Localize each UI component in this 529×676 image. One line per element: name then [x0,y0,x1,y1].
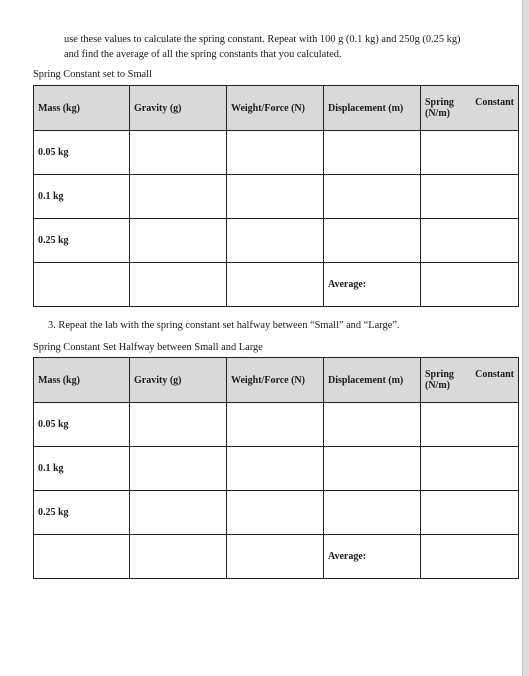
empty-cell [34,263,130,307]
section1-caption: Spring Constant set to Small [33,69,152,80]
displacement-cell[interactable] [324,219,421,263]
gravity-cell[interactable] [130,447,227,491]
gravity-cell[interactable] [130,175,227,219]
table-row [34,491,519,535]
intro-text [64,32,514,62]
table-row [34,131,519,175]
displacement-cell[interactable] [324,131,421,175]
table-row [34,447,519,491]
table-header-row [34,358,519,403]
header-weight: Weight/Force (N) [227,358,324,403]
mass-cell: 0.05 kg [34,131,130,175]
header-displacement: Displacement (m) [324,86,421,131]
average-cell[interactable] [421,535,519,579]
header-constant-word: Constant [475,97,514,108]
mass-cell: 0.25 kg [34,491,130,535]
spring-constant-cell[interactable] [421,403,519,447]
average-cell[interactable] [421,263,519,307]
header-spring-word: Spring [425,369,454,380]
table-row-average [34,535,519,579]
header-displacement: Displacement (m) [324,358,421,403]
spring-constant-cell[interactable] [421,131,519,175]
weight-cell[interactable] [227,447,324,491]
section1-table [33,85,519,307]
intro-line-2: and find the average of all the spring constants that you calculated. [64,49,342,60]
displacement-cell[interactable] [324,403,421,447]
intro-line-1: use these values to calculate the spring constant. Repeat with 100 g (0.1 kg) and 250g (0.25 kg) [64,34,461,45]
average-label: Average: [324,535,421,579]
header-spring-unit: (N/m) [425,108,450,119]
gravity-cell[interactable] [130,219,227,263]
table-row-average [34,263,519,307]
section2-caption: Spring Constant Set Halfway between Small and Large [33,342,263,353]
header-spring-constant [421,358,519,403]
weight-cell[interactable] [227,219,324,263]
spring-constant-cell[interactable] [421,491,519,535]
weight-cell[interactable] [227,403,324,447]
displacement-cell[interactable] [324,491,421,535]
header-constant-word: Constant [475,369,514,380]
header-weight: Weight/Force (N) [227,86,324,131]
page-edge [522,0,529,676]
gravity-cell[interactable] [130,131,227,175]
header-gravity: Gravity (g) [130,358,227,403]
spring-constant-cell[interactable] [421,447,519,491]
empty-cell [34,535,130,579]
mass-cell: 0.1 kg [34,447,130,491]
average-label: Average: [324,263,421,307]
displacement-cell[interactable] [324,175,421,219]
mass-cell: 0.25 kg [34,219,130,263]
step-3-text: 3. Repeat the lab with the spring constant set halfway between “Small” and “Large”. [48,320,400,331]
weight-cell[interactable] [227,131,324,175]
header-spring-constant [421,86,519,131]
table-header-row [34,86,519,131]
mass-cell: 0.1 kg [34,175,130,219]
displacement-cell[interactable] [324,447,421,491]
gravity-cell[interactable] [130,403,227,447]
header-spring-unit: (N/m) [425,380,450,391]
header-spring-word: Spring [425,97,454,108]
spring-constant-cell[interactable] [421,175,519,219]
empty-cell [130,263,227,307]
mass-cell: 0.05 kg [34,403,130,447]
empty-cell [227,263,324,307]
table-row [34,219,519,263]
empty-cell [227,535,324,579]
section2-table [33,357,519,579]
header-gravity: Gravity (g) [130,86,227,131]
table-row [34,175,519,219]
weight-cell[interactable] [227,491,324,535]
gravity-cell[interactable] [130,491,227,535]
spring-constant-cell[interactable] [421,219,519,263]
weight-cell[interactable] [227,175,324,219]
header-mass: Mass (kg) [34,86,130,131]
empty-cell [130,535,227,579]
header-mass: Mass (kg) [34,358,130,403]
table-row [34,403,519,447]
